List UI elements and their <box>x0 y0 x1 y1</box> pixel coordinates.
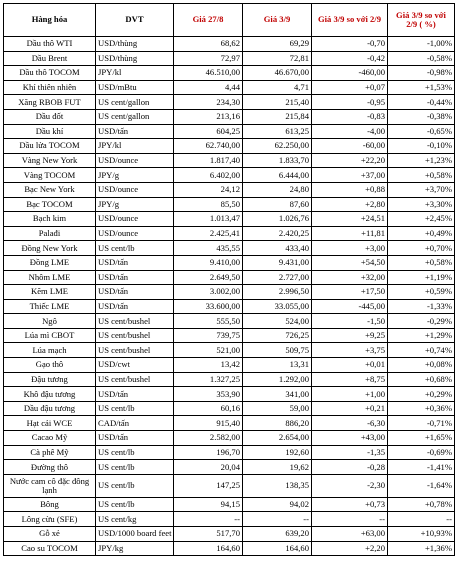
commodity-name-cell: Lúa mì CBOT <box>4 328 96 343</box>
table-row <box>4 474 455 497</box>
price-3-9-cell: 6.444,00 <box>243 168 312 183</box>
commodity-name-cell: Bạc TOCOM <box>4 197 96 212</box>
unit-cell: USD/cwt <box>96 358 174 373</box>
table-row <box>4 401 455 416</box>
commodity-name-cell: Dầu thô TOCOM <box>4 66 96 81</box>
table-row <box>4 124 455 139</box>
price-27-8-cell: 353,90 <box>174 387 243 402</box>
commodity-name-cell: Cacao Mỹ <box>4 431 96 446</box>
change-absolute-cell: +2,80 <box>312 197 388 212</box>
price-3-9-cell: 192,60 <box>243 445 312 460</box>
change-percent-cell: +0,68% <box>388 372 455 387</box>
price-27-8-cell: 1.327,25 <box>174 372 243 387</box>
change-absolute-cell: +3,00 <box>312 241 388 256</box>
change-percent-cell: -0,38% <box>388 109 455 124</box>
unit-cell: JPY/kl <box>96 139 174 154</box>
change-percent-cell: +3,30% <box>388 197 455 212</box>
change-percent-cell: -1,00% <box>388 37 455 52</box>
commodity-name-cell: Dầu Brent <box>4 51 96 66</box>
price-27-8-cell: 9.410,00 <box>174 255 243 270</box>
table-row <box>4 314 455 329</box>
change-absolute-cell: +0,01 <box>312 358 388 373</box>
unit-cell: USD/thùng <box>96 51 174 66</box>
commodity-name-cell: Vàng TOCOM <box>4 168 96 183</box>
commodity-name-cell: Dầu đốt <box>4 109 96 124</box>
price-27-8-cell: 147,25 <box>174 474 243 497</box>
commodity-name-cell: Dầu lửa TOCOM <box>4 139 96 154</box>
unit-cell: JPY/kl <box>96 66 174 81</box>
price-27-8-cell: 435,55 <box>174 241 243 256</box>
table-row <box>4 512 455 527</box>
price-27-8-cell: 521,00 <box>174 343 243 358</box>
commodity-name-cell: Ngô <box>4 314 96 329</box>
price-27-8-cell: 20,04 <box>174 460 243 475</box>
commodity-name-cell: Lông cừu (SFE) <box>4 512 96 527</box>
price-27-8-cell: 1.817,40 <box>174 153 243 168</box>
change-percent-cell: -0,65% <box>388 124 455 139</box>
commodity-name-cell: Palađi <box>4 226 96 241</box>
commodity-name-cell: Xăng RBOB FUT <box>4 95 96 110</box>
header-price-3-9: Giá 3/9 <box>243 4 312 37</box>
change-absolute-cell: +63,00 <box>312 527 388 542</box>
change-absolute-cell: +9,25 <box>312 328 388 343</box>
commodity-name-cell: Thiếc LME <box>4 299 96 314</box>
price-3-9-cell: 1.833,70 <box>243 153 312 168</box>
change-percent-cell: -0,71% <box>388 416 455 431</box>
commodity-name-cell: Dầu khí <box>4 124 96 139</box>
table-row <box>4 51 455 66</box>
price-3-9-cell: 886,20 <box>243 416 312 431</box>
change-percent-cell: +1,29% <box>388 328 455 343</box>
price-3-9-cell: 2.996,50 <box>243 285 312 300</box>
price-27-8-cell: 46.510,00 <box>174 66 243 81</box>
table-row <box>4 80 455 95</box>
table-row <box>4 387 455 402</box>
unit-cell: USD/ounce <box>96 153 174 168</box>
change-absolute-cell: +54,50 <box>312 255 388 270</box>
change-percent-cell: +0,08% <box>388 358 455 373</box>
commodity-name-cell: Nước cam cô đặc đông lạnh <box>4 474 96 497</box>
unit-cell: JPY/g <box>96 197 174 212</box>
header-change-absolute: Giá 3/9 so với 2/9 <box>312 4 388 37</box>
change-absolute-cell: +0,21 <box>312 401 388 416</box>
change-absolute-cell: +0,07 <box>312 80 388 95</box>
unit-cell: US cent/gallon <box>96 109 174 124</box>
table-row <box>4 212 455 227</box>
change-percent-cell: +0,29% <box>388 387 455 402</box>
change-percent-cell: +0,74% <box>388 343 455 358</box>
table-row <box>4 37 455 52</box>
price-3-9-cell: 62.250,00 <box>243 139 312 154</box>
unit-cell: USD/tấn <box>96 285 174 300</box>
change-absolute-cell: -1,35 <box>312 445 388 460</box>
change-percent-cell: +1,65% <box>388 431 455 446</box>
price-3-9-cell: 215,84 <box>243 109 312 124</box>
price-3-9-cell: 2.727,00 <box>243 270 312 285</box>
unit-cell: US cent/lb <box>96 401 174 416</box>
price-27-8-cell: 2.649,50 <box>174 270 243 285</box>
unit-cell: USD/ounce <box>96 182 174 197</box>
price-3-9-cell: 59,00 <box>243 401 312 416</box>
commodity-name-cell: Khí thiên nhiên <box>4 80 96 95</box>
price-3-9-cell: -- <box>243 512 312 527</box>
unit-cell: USD/1000 board feet <box>96 527 174 542</box>
change-percent-cell: -0,29% <box>388 314 455 329</box>
commodity-name-cell: Nhôm LME <box>4 270 96 285</box>
price-3-9-cell: 19,62 <box>243 460 312 475</box>
commodity-name-cell: Gạo thô <box>4 358 96 373</box>
price-3-9-cell: 341,00 <box>243 387 312 402</box>
commodity-name-cell: Đường thô <box>4 460 96 475</box>
price-27-8-cell: 72,97 <box>174 51 243 66</box>
price-3-9-cell: 9.431,00 <box>243 255 312 270</box>
price-3-9-cell: 1.292,00 <box>243 372 312 387</box>
change-percent-cell: -0,58% <box>388 51 455 66</box>
change-percent-cell: +10,93% <box>388 527 455 542</box>
change-percent-cell: +0,36% <box>388 401 455 416</box>
unit-cell: USD/tấn <box>96 299 174 314</box>
change-absolute-cell: -0,42 <box>312 51 388 66</box>
table-row <box>4 431 455 446</box>
commodity-name-cell: Gỗ xẻ <box>4 527 96 542</box>
commodity-name-cell: Đồng New York <box>4 241 96 256</box>
price-27-8-cell: 60,16 <box>174 401 243 416</box>
commodity-name-cell: Đậu tương <box>4 372 96 387</box>
commodity-price-table-container <box>3 3 454 556</box>
commodity-name-cell: Vàng New York <box>4 153 96 168</box>
unit-cell: USD/tấn <box>96 255 174 270</box>
unit-cell: US cent/bushel <box>96 343 174 358</box>
table-row <box>4 241 455 256</box>
table-row <box>4 416 455 431</box>
change-percent-cell: +3,70% <box>388 182 455 197</box>
change-percent-cell: -0,10% <box>388 139 455 154</box>
change-percent-cell: +0,70% <box>388 241 455 256</box>
price-27-8-cell: 85,50 <box>174 197 243 212</box>
change-percent-cell: +0,49% <box>388 226 455 241</box>
unit-cell: US cent/bushel <box>96 328 174 343</box>
price-3-9-cell: 726,25 <box>243 328 312 343</box>
commodity-name-cell: Bạc New York <box>4 182 96 197</box>
commodity-name-cell: Kẽm LME <box>4 285 96 300</box>
table-row <box>4 527 455 542</box>
table-row <box>4 255 455 270</box>
price-27-8-cell: 915,40 <box>174 416 243 431</box>
unit-cell: CAD/tấn <box>96 416 174 431</box>
unit-cell: US cent/bushel <box>96 314 174 329</box>
unit-cell: USD/ounce <box>96 212 174 227</box>
table-row <box>4 182 455 197</box>
change-percent-cell: +2,45% <box>388 212 455 227</box>
change-absolute-cell: +22,20 <box>312 153 388 168</box>
price-3-9-cell: 215,40 <box>243 95 312 110</box>
price-27-8-cell: 24,12 <box>174 182 243 197</box>
header-commodity: Hàng hóa <box>4 4 96 37</box>
table-row <box>4 95 455 110</box>
unit-cell: US cent/lb <box>96 460 174 475</box>
commodity-name-cell: Dầu đậu tương <box>4 401 96 416</box>
table-row <box>4 299 455 314</box>
table-row <box>4 343 455 358</box>
price-27-8-cell: 213,16 <box>174 109 243 124</box>
change-absolute-cell: +43,00 <box>312 431 388 446</box>
unit-cell: JPY/g <box>96 168 174 183</box>
change-absolute-cell: -0,70 <box>312 37 388 52</box>
change-absolute-cell: +2,20 <box>312 541 388 556</box>
change-percent-cell: -1,33% <box>388 299 455 314</box>
commodity-name-cell: Hạt cải WCE <box>4 416 96 431</box>
unit-cell: US cent/lb <box>96 474 174 497</box>
unit-cell: US cent/kg <box>96 512 174 527</box>
price-3-9-cell: 613,25 <box>243 124 312 139</box>
unit-cell: USD/thùng <box>96 37 174 52</box>
unit-cell: US cent/lb <box>96 241 174 256</box>
table-row <box>4 168 455 183</box>
price-27-8-cell: 2.425,41 <box>174 226 243 241</box>
price-27-8-cell: 739,75 <box>174 328 243 343</box>
change-percent-cell: +1,53% <box>388 80 455 95</box>
change-percent-cell: -1,64% <box>388 474 455 497</box>
price-27-8-cell: 555,50 <box>174 314 243 329</box>
change-percent-cell: -- <box>388 512 455 527</box>
change-absolute-cell: -1,50 <box>312 314 388 329</box>
unit-cell: USD/tấn <box>96 431 174 446</box>
unit-cell: USD/tấn <box>96 270 174 285</box>
change-percent-cell: +0,59% <box>388 285 455 300</box>
change-absolute-cell: -60,00 <box>312 139 388 154</box>
table-body <box>4 37 455 556</box>
unit-cell: US cent/lb <box>96 445 174 460</box>
price-27-8-cell: 164,60 <box>174 541 243 556</box>
change-absolute-cell: +3,75 <box>312 343 388 358</box>
table-row <box>4 139 455 154</box>
table-row <box>4 445 455 460</box>
price-27-8-cell: 2.582,00 <box>174 431 243 446</box>
price-27-8-cell: 94,15 <box>174 497 243 512</box>
price-3-9-cell: 639,20 <box>243 527 312 542</box>
change-percent-cell: +0,78% <box>388 497 455 512</box>
change-absolute-cell: +11,81 <box>312 226 388 241</box>
table-row <box>4 372 455 387</box>
commodity-name-cell: Lúa mạch <box>4 343 96 358</box>
change-absolute-cell: -460,00 <box>312 66 388 81</box>
price-27-8-cell: 234,30 <box>174 95 243 110</box>
commodity-name-cell: Cà phê Mỹ <box>4 445 96 460</box>
change-percent-cell: +1,23% <box>388 153 455 168</box>
price-3-9-cell: 24,80 <box>243 182 312 197</box>
table-row <box>4 66 455 81</box>
table-row <box>4 109 455 124</box>
unit-cell: USD/ounce <box>96 226 174 241</box>
commodity-price-table <box>3 3 455 556</box>
unit-cell: US cent/bushel <box>96 372 174 387</box>
price-3-9-cell: 433,40 <box>243 241 312 256</box>
change-percent-cell: -1,41% <box>388 460 455 475</box>
change-absolute-cell: -0,28 <box>312 460 388 475</box>
table-row <box>4 270 455 285</box>
price-27-8-cell: 68,62 <box>174 37 243 52</box>
unit-cell: US cent/lb <box>96 497 174 512</box>
table-header <box>4 4 455 37</box>
change-absolute-cell: -6,30 <box>312 416 388 431</box>
unit-cell: JPY/kg <box>96 541 174 556</box>
price-3-9-cell: 4,71 <box>243 80 312 95</box>
commodity-name-cell: Đồng LME <box>4 255 96 270</box>
change-percent-cell: +0,58% <box>388 255 455 270</box>
change-absolute-cell: +24,51 <box>312 212 388 227</box>
header-row <box>4 4 455 37</box>
change-absolute-cell: -2,30 <box>312 474 388 497</box>
change-absolute-cell: -0,83 <box>312 109 388 124</box>
change-absolute-cell: +1,00 <box>312 387 388 402</box>
price-27-8-cell: 62.740,00 <box>174 139 243 154</box>
change-absolute-cell: +0,88 <box>312 182 388 197</box>
change-percent-cell: -0,69% <box>388 445 455 460</box>
price-27-8-cell: 4,44 <box>174 80 243 95</box>
price-27-8-cell: -- <box>174 512 243 527</box>
unit-cell: USD/mBtu <box>96 80 174 95</box>
change-absolute-cell: -- <box>312 512 388 527</box>
table-row <box>4 541 455 556</box>
change-percent-cell: -0,98% <box>388 66 455 81</box>
price-3-9-cell: 524,00 <box>243 314 312 329</box>
unit-cell: USD/tấn <box>96 387 174 402</box>
price-3-9-cell: 87,60 <box>243 197 312 212</box>
table-row <box>4 285 455 300</box>
table-row <box>4 328 455 343</box>
change-percent-cell: +1,36% <box>388 541 455 556</box>
price-3-9-cell: 33.055,00 <box>243 299 312 314</box>
commodity-name-cell: Bông <box>4 497 96 512</box>
change-absolute-cell: -0,95 <box>312 95 388 110</box>
change-absolute-cell: +0,73 <box>312 497 388 512</box>
price-27-8-cell: 517,70 <box>174 527 243 542</box>
price-3-9-cell: 94,02 <box>243 497 312 512</box>
change-percent-cell: +1,19% <box>388 270 455 285</box>
header-change-percent: Giá 3/9 so với 2/9 ( %) <box>388 4 455 37</box>
change-percent-cell: +0,58% <box>388 168 455 183</box>
price-3-9-cell: 46.670,00 <box>243 66 312 81</box>
commodity-name-cell: Bạch kim <box>4 212 96 227</box>
table-row <box>4 497 455 512</box>
header-unit: DVT <box>96 4 174 37</box>
unit-cell: USD/tấn <box>96 124 174 139</box>
header-price-27-8: Giá 27/8 <box>174 4 243 37</box>
table-row <box>4 226 455 241</box>
unit-cell: US cent/gallon <box>96 95 174 110</box>
price-3-9-cell: 164,60 <box>243 541 312 556</box>
price-3-9-cell: 13,31 <box>243 358 312 373</box>
change-percent-cell: -0,44% <box>388 95 455 110</box>
commodity-name-cell: Cao su TOCOM <box>4 541 96 556</box>
price-3-9-cell: 2.654,00 <box>243 431 312 446</box>
price-3-9-cell: 2.420,25 <box>243 226 312 241</box>
price-27-8-cell: 33.600,00 <box>174 299 243 314</box>
price-27-8-cell: 196,70 <box>174 445 243 460</box>
price-27-8-cell: 13,42 <box>174 358 243 373</box>
price-3-9-cell: 138,35 <box>243 474 312 497</box>
price-3-9-cell: 509,75 <box>243 343 312 358</box>
change-absolute-cell: +8,75 <box>312 372 388 387</box>
table-row <box>4 460 455 475</box>
change-absolute-cell: +37,00 <box>312 168 388 183</box>
table-row <box>4 358 455 373</box>
commodity-name-cell: Khô đậu tương <box>4 387 96 402</box>
price-27-8-cell: 1.013,47 <box>174 212 243 227</box>
price-27-8-cell: 3.002,00 <box>174 285 243 300</box>
change-absolute-cell: +17,50 <box>312 285 388 300</box>
price-3-9-cell: 1.026,76 <box>243 212 312 227</box>
commodity-name-cell: Dầu thô WTI <box>4 37 96 52</box>
price-3-9-cell: 69,29 <box>243 37 312 52</box>
price-3-9-cell: 72,81 <box>243 51 312 66</box>
change-absolute-cell: -4,00 <box>312 124 388 139</box>
price-27-8-cell: 6.402,00 <box>174 168 243 183</box>
table-row <box>4 197 455 212</box>
price-27-8-cell: 604,25 <box>174 124 243 139</box>
table-row <box>4 153 455 168</box>
change-absolute-cell: -445,00 <box>312 299 388 314</box>
change-absolute-cell: +32,00 <box>312 270 388 285</box>
